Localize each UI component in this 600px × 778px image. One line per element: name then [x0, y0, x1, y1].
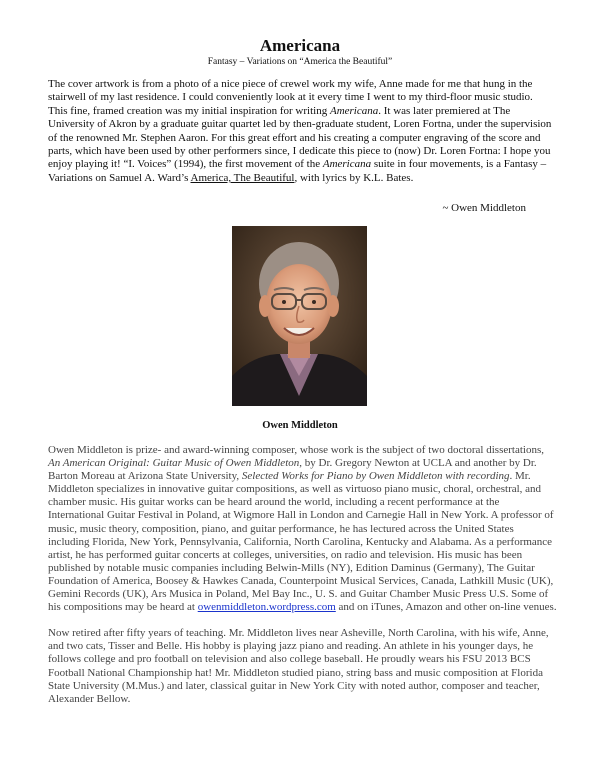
bio-text-1: Owen Middleton is prize- and award-winning composer, whose work is the subject of two doctoral dissertations, [48, 444, 544, 456]
author-signature: ~ Owen Middleton [442, 202, 526, 214]
bio-text-4: and on iTunes, Amazon and other on-line venues. [335, 601, 557, 614]
intro-paragraph [48, 78, 554, 185]
page-title: Americana [259, 36, 341, 55]
website-link[interactable]: owenmiddleton.wordpress.com [197, 601, 336, 614]
photo-caption: Owen Middleton [262, 420, 338, 431]
intro-text-2: . It was later premiered at The University of Akron by a graduate guitar quartet led by then-graduate student, Loren Fortna, under the supervision of the renowned Mr. Stephen Aaron. For this great effort and his creating a computer engraving of the score and parts, which have been used by other performers since, I dedicate this piece to (now) Dr. Loren Fortna: I hope you enjoy playing it! “I. Voices” (1994), the first movement of the [48, 104, 552, 171]
intro-text-4: , with lyrics by K.L. Bates. [294, 171, 414, 184]
intro-text-3: suite in four movements, is a Fantasy – Variations on Samuel A. Ward’s [48, 158, 547, 184]
portrait-illustration [232, 226, 367, 406]
bio-paragraph-1 [48, 444, 558, 614]
bio-dissertation-title-2: Selected Works for Piano by Owen Middleton with recording [241, 470, 510, 483]
intro-work-title-1: Americana [329, 104, 379, 117]
bio-dissertation-title-1: An American Original: Guitar Music of Owen Middleton [48, 457, 300, 470]
author-portrait [232, 226, 367, 406]
page-subtitle: Fantasy – Variations on “America the Beautiful” [207, 57, 393, 67]
intro-song-title: America, The Beautiful [190, 171, 295, 184]
intro-work-title-2: Americana [322, 158, 372, 171]
bio-paragraph-2: Now retired after fifty years of teaching. Mr. Middleton lives near Asheville, North Carolina, with his wife, Anne, and two cats, Tisser and Belle. His hobby is playing jazz piano and reading. An athlete in his younger days, he follows college and pro football on television and also college baseball. He proudly wears his FSU 2013 BCS Football National Championship hat! Mr. Middleton studied piano, string bass and music composition at Florida State University (M.Mus.) and later, classical guitar in New York City with noted author, composer and teacher, Alexander Bellow. [48, 627, 549, 705]
biography [48, 444, 558, 719]
intro-text-1: The cover artwork is from a photo of a nice piece of crewel work my wife, Anne made for me that hung in the stairwell of my last residence. I could conveniently look at it every time I went to my third-floor music studio. This fine, framed creation was my initial inspiration for writing [48, 78, 533, 117]
bio-text-3: . Mr. Middleton specializes in innovative guitar compositions, as well as virtuoso piano music, choral, orchestral, and chamber music. His guitar works can be heard around the world, including a recent performance at the International Guitar Festival in Poland, at Wigmore Hall in London and Carnegie Hall in New York. A professor of music, music theory, composition, piano, and guitar performance, he has lectured across the United States including Florida, New York, Pennsylvania, California, North Carolina, Kentucky and Alabama. As a performance artist, he has performed guitar concerts at colleges, universities, on radio and television. His music has been published by notable music companies including Belwin-Mills (NY), Edition Daminus (Germany), The Guitar Foundation of America, Boosey & Hawkes Canada, Counterpoint Musical Services, Canada, Lathkill Music (UK), Gemini Records (UK), Ars Musica in Poland, Mel Bay Inc., U. S. and Guitar Chamber Music Press U.S. Some of his compositions may be heard at [48, 470, 554, 614]
bio-text-2: , by Dr. Gregory Newton at UCLA and another by Dr. Barton Moreau at Arizona State University, [48, 457, 537, 483]
